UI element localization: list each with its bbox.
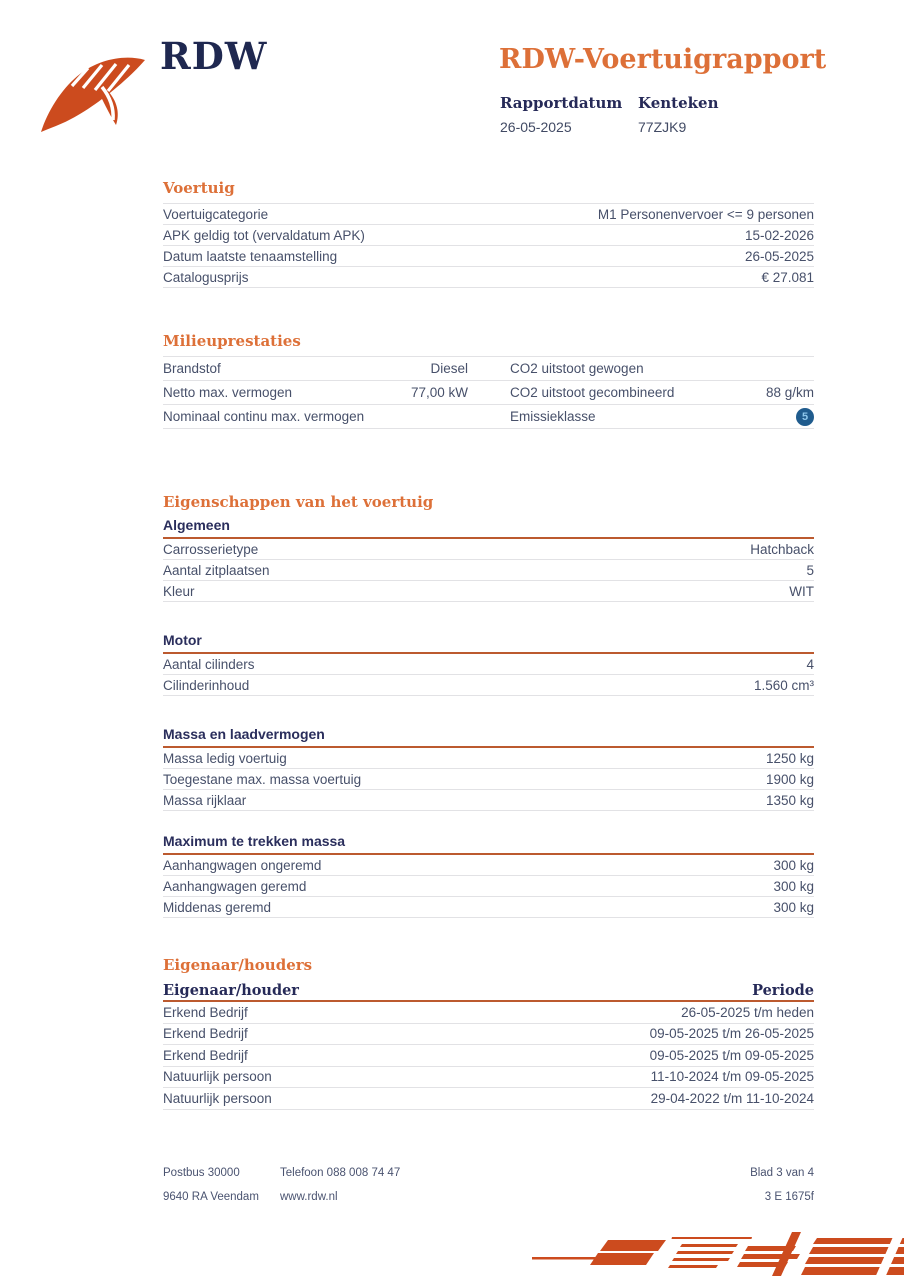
owner-period: 26-05-2025 t/m heden <box>681 1004 814 1020</box>
row-right-pair <box>510 361 814 376</box>
table-row <box>163 1045 814 1067</box>
footer-address-line2: 9640 RA Veendam <box>163 1191 259 1203</box>
row-value: 15-02-2026 <box>744 227 814 243</box>
subsection-title: Algemeen <box>163 517 230 533</box>
footer-page-indicator: Blad 3 van 4 <box>750 1167 814 1179</box>
subsection-massa-laadvermogen <box>163 726 814 811</box>
row-value: 300 kg <box>773 899 814 915</box>
owner-period: 09-05-2025 t/m 09-05-2025 <box>649 1047 814 1063</box>
owner-name: Erkend Bedrijf <box>163 1004 248 1020</box>
table-row <box>163 225 814 246</box>
owners-table-header <box>163 980 814 1002</box>
row-label: Toegestane max. massa voertuig <box>163 771 362 787</box>
subsection-title: Maximum te trekken massa <box>163 833 346 849</box>
row-label: Aantal zitplaatsen <box>163 562 270 578</box>
deco-stripes-container <box>532 1226 904 1280</box>
owner-name: Erkend Bedrijf <box>163 1026 248 1042</box>
table-row <box>163 876 814 897</box>
row-value: 1900 kg <box>765 771 814 787</box>
column-header-period: Periode <box>752 981 814 999</box>
column-header-owner: Eigenaar/houder <box>163 981 299 999</box>
table-row <box>163 357 814 381</box>
subsection-algemeen <box>163 517 814 602</box>
section-milieuprestaties-title: Milieuprestaties <box>163 332 301 350</box>
owner-name: Natuurlijk persoon <box>163 1069 272 1085</box>
row-label: Catalogusprijs <box>163 269 249 285</box>
emission-class-badge: 5 <box>796 408 814 426</box>
table-row <box>163 897 814 918</box>
report-date-block <box>500 94 638 135</box>
row-left-pair <box>163 385 468 400</box>
section-voertuig <box>163 179 814 288</box>
subsection-title: Massa en laadvermogen <box>163 726 325 742</box>
row-value: M1 Personenvervoer <= 9 personen <box>597 206 814 222</box>
row-value: WIT <box>789 583 814 599</box>
table-row <box>163 1067 814 1089</box>
table-row <box>163 405 814 429</box>
table-row <box>163 1088 814 1110</box>
owner-name: Erkend Bedrijf <box>163 1047 248 1063</box>
owner-period: 11-10-2024 t/m 09-05-2025 <box>650 1069 814 1085</box>
row-label: Aanhangwagen geremd <box>163 878 307 894</box>
row-value: 1250 kg <box>765 750 814 766</box>
row-value: Hatchback <box>750 541 814 557</box>
table-row <box>163 675 814 696</box>
report-title: RDW-Voertuigrapport <box>499 44 827 75</box>
row-label: Datum laatste tenaamstelling <box>163 248 338 264</box>
footer-website: www.rdw.nl <box>280 1191 338 1203</box>
owner-name: Natuurlijk persoon <box>163 1090 272 1106</box>
row-label: Aanhangwagen ongeremd <box>163 857 322 873</box>
row-value: 1350 kg <box>765 792 814 808</box>
footer-address-line1: Postbus 30000 <box>163 1167 240 1179</box>
report-content <box>163 179 814 1110</box>
row-value: 300 kg <box>773 857 814 873</box>
milieuprestaties-table <box>163 356 814 429</box>
subsection-title: Motor <box>163 632 202 648</box>
row-label: Middenas geremd <box>163 899 272 915</box>
table-row <box>163 267 814 288</box>
row-value: 88 g/km <box>765 385 814 400</box>
license-plate-label: Kenteken <box>638 94 719 112</box>
table-row <box>163 1024 814 1046</box>
row-label: Carrosserietype <box>163 541 259 557</box>
row-right-pair <box>510 408 814 426</box>
table-row <box>163 654 814 675</box>
row-value: 4 <box>806 656 814 672</box>
row-left-pair <box>163 409 468 424</box>
row-label: CO2 uitstoot gecombineerd <box>510 385 675 400</box>
row-label: Nominaal continu max. vermogen <box>163 409 365 424</box>
row-label: Brandstof <box>163 361 221 376</box>
license-plate-value: 77ZJK9 <box>638 119 687 135</box>
row-value: 300 kg <box>773 878 814 894</box>
table-row <box>163 790 814 811</box>
section-voertuig-title: Voertuig <box>163 179 235 197</box>
row-label: Massa ledig voertuig <box>163 750 287 766</box>
footer-doc-code: 3 E 1675f <box>764 1191 814 1203</box>
report-meta <box>500 94 718 135</box>
table-row <box>163 539 814 560</box>
row-left-pair <box>163 361 468 376</box>
row-label: Aantal cilinders <box>163 656 255 672</box>
footer-phone: Telefoon 088 008 74 47 <box>280 1167 401 1179</box>
row-value: 1.560 cm³ <box>753 677 814 693</box>
row-value: 5 <box>806 562 814 578</box>
section-eigenaar-houders <box>163 956 814 1110</box>
table-row <box>163 381 814 405</box>
row-value: 77,00 kW <box>410 385 468 400</box>
table-row <box>163 748 814 769</box>
table-row <box>163 769 814 790</box>
table-row <box>163 581 814 602</box>
row-right-pair <box>510 385 814 400</box>
table-row <box>163 560 814 581</box>
rdw-feather-logo-icon <box>38 55 150 137</box>
license-plate-block <box>638 94 718 135</box>
subsection-motor <box>163 632 814 696</box>
row-label: APK geldig tot (vervaldatum APK) <box>163 227 365 243</box>
table-row <box>163 1002 814 1024</box>
table-row <box>163 855 814 876</box>
row-label: Massa rijklaar <box>163 792 247 808</box>
rdw-wordmark: RDW <box>160 34 268 78</box>
row-value: Diesel <box>430 361 468 376</box>
row-label: Voertuigcategorie <box>163 206 269 222</box>
voertuig-table <box>163 203 814 288</box>
table-row <box>163 204 814 225</box>
massa-table <box>163 748 814 811</box>
row-label: Cilinderinhoud <box>163 677 250 693</box>
report-date-label: Rapportdatum <box>500 94 623 112</box>
row-label: Netto max. vermogen <box>163 385 293 400</box>
section-eigenschappen <box>163 493 814 918</box>
row-value: € 27.081 <box>761 269 814 285</box>
row-label: Emissieklasse <box>510 409 596 424</box>
section-eigenaar-title: Eigenaar/houders <box>163 956 313 974</box>
deco-stripes-graphic <box>532 1226 904 1280</box>
subsection-maximum-trekken-massa <box>163 833 814 918</box>
owner-period: 09-05-2025 t/m 26-05-2025 <box>649 1026 814 1042</box>
trekken-massa-table <box>163 855 814 918</box>
section-milieuprestaties <box>163 332 814 429</box>
owners-table <box>163 1002 814 1110</box>
section-eigenschappen-title: Eigenschappen van het voertuig <box>163 493 434 511</box>
row-label: Kleur <box>163 583 195 599</box>
algemeen-table <box>163 539 814 602</box>
report-date-value: 26-05-2025 <box>500 119 572 135</box>
row-label: CO2 uitstoot gewogen <box>510 361 644 376</box>
owner-period: 29-04-2022 t/m 11-10-2024 <box>650 1090 814 1106</box>
motor-table <box>163 654 814 696</box>
row-value: 26-05-2025 <box>744 248 814 264</box>
table-row <box>163 246 814 267</box>
